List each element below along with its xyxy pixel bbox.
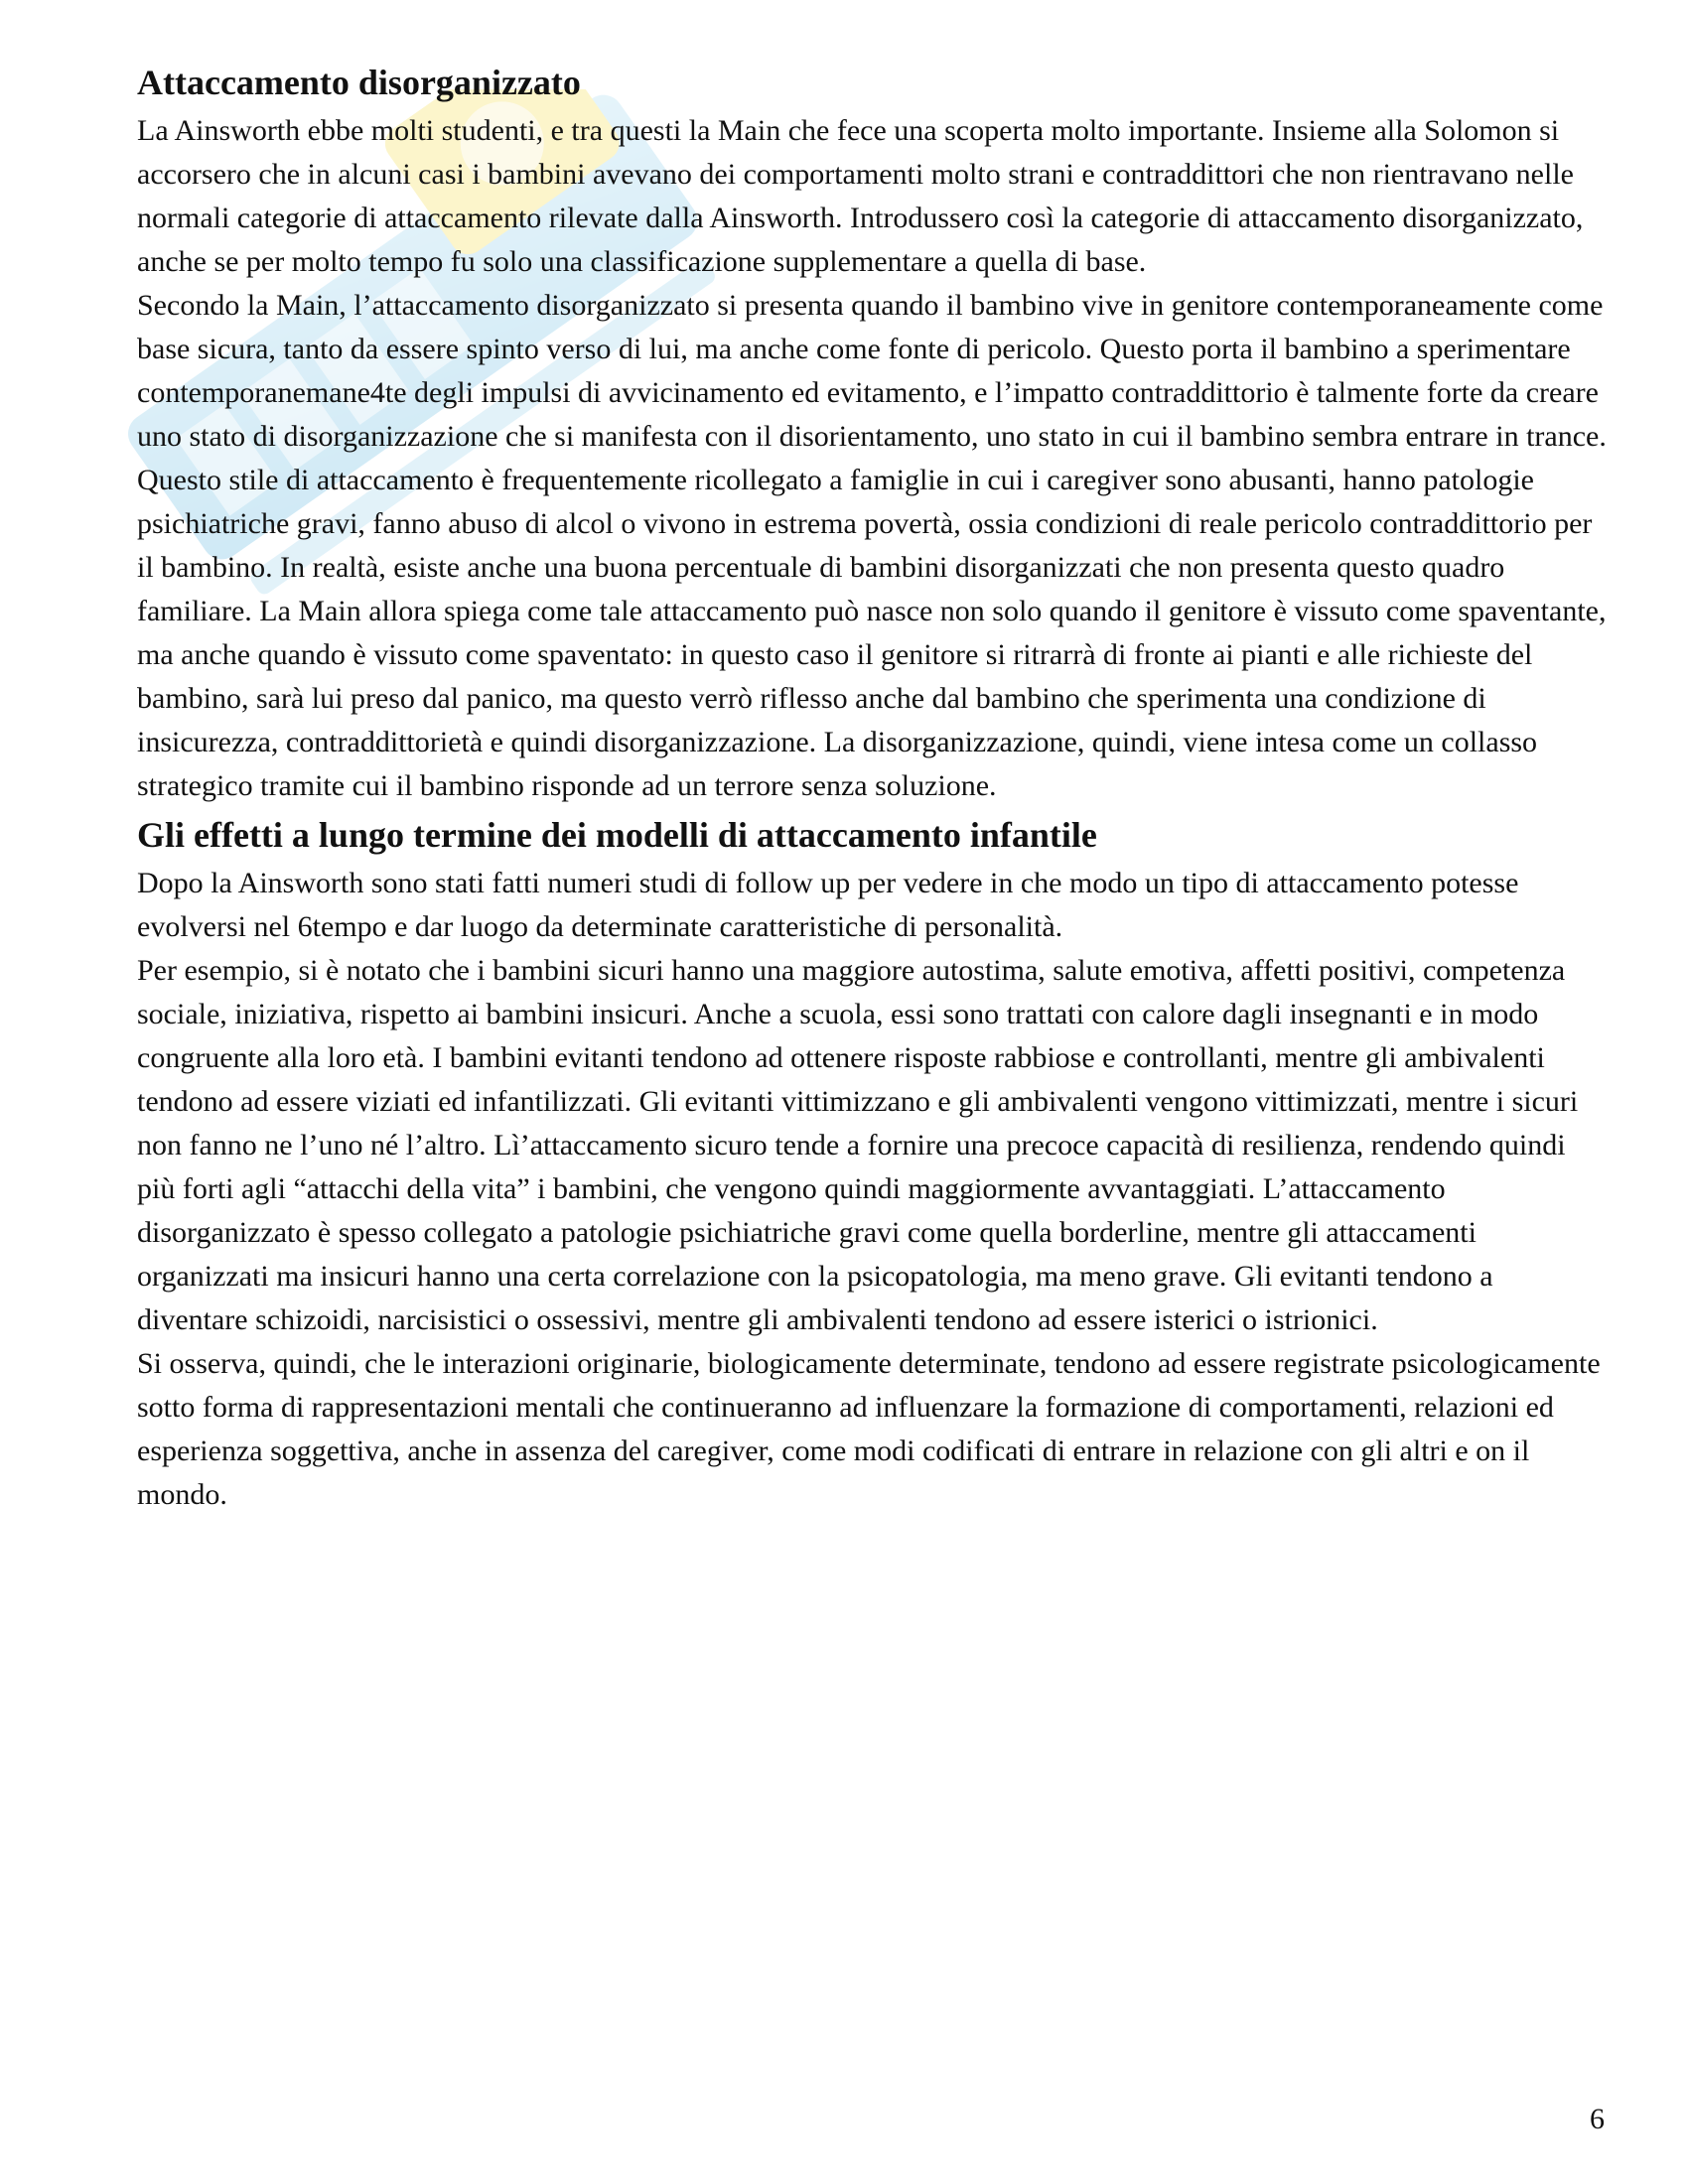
- paragraph: Questo stile di attaccamento è frequentemente ricollegato a famiglie in cui i caregiver sono abusanti, hanno patologie psichiatriche gravi, fanno abuso di alcol o vivono in estrema povertà, ossia condizioni di reale pericolo contraddittorio per il bambino. In realtà, esiste anche una buona percentuale di bambini disorganizzati che non presenta questo quadro familiare. La Main allora spiega come tale attaccamento può nasce non solo quando il genitore è vissuto come spaventante, ma anche quando è vissuto come spaventato: in questo caso il genitore si ritrarrà di fronte ai pianti e alle richieste del bambino, sarà lui preso dal panico, ma questo verrò riflesso anche dal bambino che sperimenta una condizione di insicurezza, contraddittorietà e quindi disorganizzazione. La disorganizzazione, quindi, viene intesa come un collasso strategico tramite cui il bambino risponde ad un terrore senza soluzione.: [137, 464, 1607, 802]
- section-heading-long-term-effects: Gli effetti a lungo termine dei modelli di attaccamento infantile: [137, 815, 1097, 855]
- document-body: [137, 56, 1607, 1517]
- paragraph: Dopo la Ainsworth sono stati fatti numeri studi di follow up per vedere in che modo un tipo di attaccamento potesse evolversi nel 6tempo e dar luogo da determinate caratteristiche di personalità.: [137, 867, 1519, 943]
- paragraph: La Ainsworth ebbe molti studenti, e tra questi la Main che fece una scoperta molto importante. Insieme alla Solomon si accorsero che in alcuni casi i bambini avevano dei comportamenti molto strani e contraddittori che non rientravano nelle normali categorie di attaccamento rilevate dalla Ainsworth. Introdussero così la categorie di attaccamento disorganizzato, anche se per molto tempo fu solo una classificazione supplementare a quella di base.: [137, 114, 1584, 278]
- paragraph: Per esempio, si è notato che i bambini sicuri hanno una maggiore autostima, salute emotiva, affetti positivi, competenza sociale, iniziativa, rispetto ai bambini insicuri. Anche a scuola, essi sono trattati con calore dagli insegnanti e in modo congruente alla loro età. I bambini evitanti tendono ad ottenere risposte rabbiose e controllanti, mentre gli ambivalenti tendono ad essere viziati ed infantilizzati. Gli evitanti vittimizzano e gli ambivalenti vengono vittimizzati, mentre i sicuri non fanno ne l’uno né l’altro. Lì’attaccamento sicuro tende a fornire una precoce capacità di resilienza, rendendo quindi più forti agli “attacchi della vita” i bambini, che vengono quindi maggiormente avvantaggiati. L’attaccamento disorganizzato è spesso collegato a patologie psichiatriche gravi come quella borderline, mentre gli attaccamenti organizzati ma insicuri hanno una certa correlazione con la psicopatologia, ma meno grave. Gli evitanti tendono a diventare schizoidi, narcisistici o ossessivi, mentre gli ambivalenti tendono ad essere isterici o istrionici.: [137, 954, 1579, 1336]
- section-heading-disorganized: Attaccamento disorganizzato: [137, 63, 581, 102]
- paragraph: Si osserva, quindi, che le interazioni originarie, biologicamente determinate, tendono ad essere registrate psicologicamente sotto forma di rappresentazioni mentali che continueranno ad influenzare la formazione di comportamenti, relazioni ed esperienza soggettiva, anche in assenza del caregiver, come modi codificati di entrare in relazione con gli altri e on il mondo.: [137, 1347, 1601, 1511]
- paragraph: Secondo la Main, l’attaccamento disorganizzato si presenta quando il bambino vive in genitore contemporaneamente come base sicura, tanto da essere spinto verso di lui, ma anche come fonte di pericolo. Questo porta il bambino a sperimentare contemporanemane4te degli impulsi di avvicinamento ed evitamento, e l’impatto contraddittorio è talmente forte da creare uno stato di disorganizzazione che si manifesta con il disorientamento, uno stato in cui il bambino sembra entrare in trance.: [137, 289, 1607, 453]
- page-number: 6: [1590, 2103, 1605, 2135]
